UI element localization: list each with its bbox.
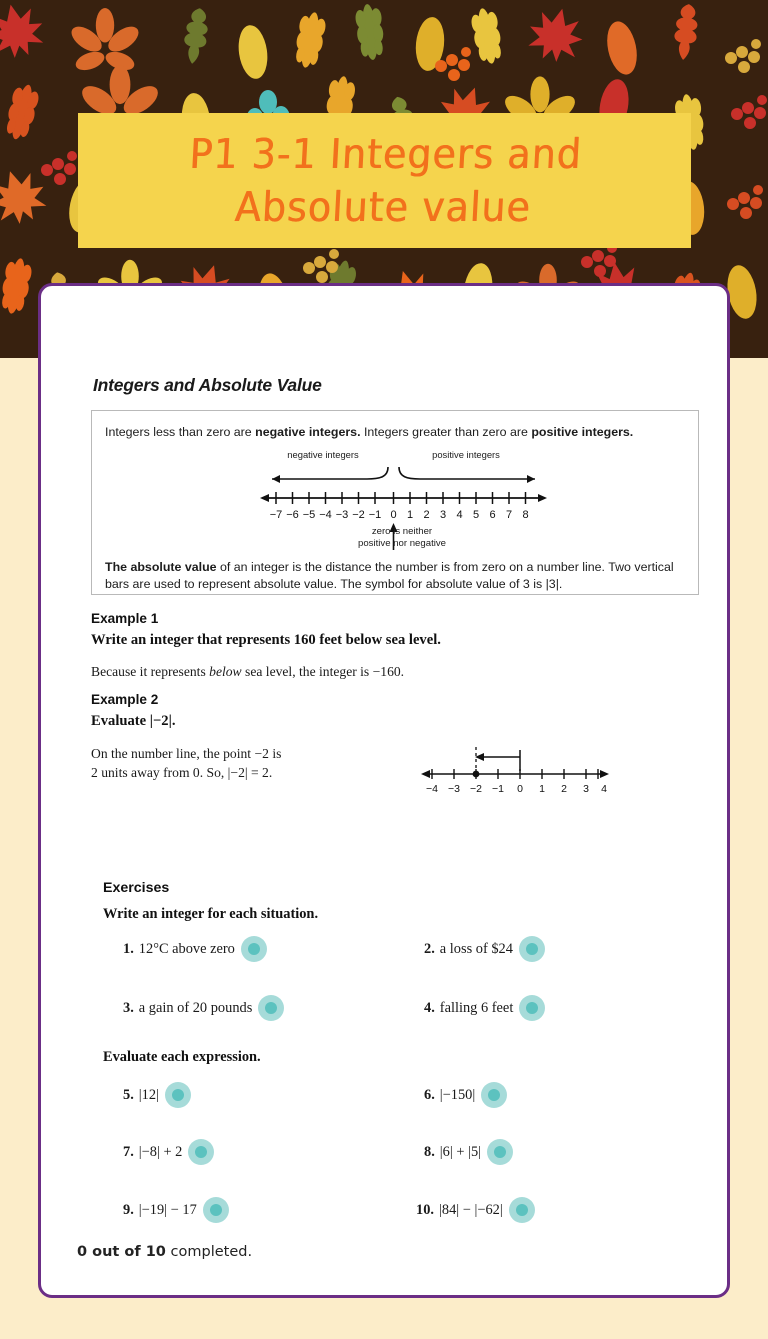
answer-bubble-9[interactable] xyxy=(203,1197,229,1223)
number-line-2-ticks xyxy=(426,783,607,795)
exercise-9-text: |−19| − 17 xyxy=(138,1201,197,1218)
exercise-item-6 xyxy=(424,1082,507,1108)
exercise-10-text: |84| − |−62| xyxy=(439,1201,503,1218)
svg-text:0: 0 xyxy=(517,783,523,795)
svg-text:3: 3 xyxy=(439,509,447,521)
answer-bubble-1[interactable] xyxy=(241,936,267,962)
exercise-6-text: |−150| xyxy=(439,1086,476,1103)
title-banner xyxy=(78,113,691,248)
exercise-item-10 xyxy=(416,1197,535,1223)
definition-top-text xyxy=(105,424,689,441)
worksheet-content xyxy=(41,286,730,1298)
def-top-part-3: positive integers. xyxy=(531,425,634,439)
exercise-item-1 xyxy=(123,936,267,962)
exercise-9-number: 9. xyxy=(123,1201,134,1218)
svg-text:−3: −3 xyxy=(448,783,460,795)
example-2-solution-line-1: On the number line, the point −2 is xyxy=(91,746,282,761)
answer-bubble-7[interactable] xyxy=(188,1139,214,1165)
svg-text:3: 3 xyxy=(583,783,589,795)
svg-text:−1: −1 xyxy=(492,783,504,795)
exercise-5-text: |12| xyxy=(138,1086,159,1103)
exercise-3-number: 3. xyxy=(123,999,134,1016)
svg-text:1: 1 xyxy=(406,509,414,521)
svg-text:4: 4 xyxy=(601,783,607,795)
exercise-10-number: 10. xyxy=(416,1201,434,1218)
exercise-8-number: 8. xyxy=(424,1143,435,1160)
def-bottom-part-1: of an integer is the distance the number is from zero on a number line. Two vertical bars are used to represent absolute value. The symbol for absolute value of 3 is |3|. xyxy=(105,560,674,591)
svg-text:2: 2 xyxy=(561,783,567,795)
exercise-item-2 xyxy=(424,936,545,962)
worksheet-card xyxy=(38,283,730,1298)
progress-count: 0 out of 10 xyxy=(77,1244,166,1260)
definition-bottom-text xyxy=(105,559,689,592)
page-title xyxy=(172,128,598,233)
definition-box xyxy=(91,410,699,595)
worksheet-heading: Integers and Absolute Value xyxy=(93,375,322,395)
exercise-3-text: a gain of 20 pounds xyxy=(138,999,253,1016)
exercise-6-number: 6. xyxy=(424,1086,435,1103)
svg-text:−6: −6 xyxy=(286,509,299,521)
answer-bubble-8[interactable] xyxy=(487,1139,513,1165)
example-1-prompt: Write an integer that represents 160 feet below sea level. xyxy=(91,632,441,648)
example-2-solution-line-2: 2 units away from 0. So, |−2| = 2. xyxy=(91,765,273,781)
svg-text:2: 2 xyxy=(423,509,430,521)
answer-bubble-6[interactable] xyxy=(481,1082,507,1108)
def-top-part-0: Integers less than zero are xyxy=(105,425,256,439)
example-2-prompt: Evaluate |−2|. xyxy=(91,713,176,729)
exercise-item-9 xyxy=(123,1197,229,1223)
exercise-8-text: |6| + |5| xyxy=(439,1143,482,1160)
exercise-2-text: a loss of $24 xyxy=(439,940,513,957)
exercises-directions-1: Write an integer for each situation. xyxy=(103,906,319,922)
svg-text:4: 4 xyxy=(456,509,463,521)
exercise-2-number: 2. xyxy=(424,940,435,957)
def-top-part-2: Integers greater than zero are xyxy=(360,425,532,439)
example-1-solution-post: sea level, the integer is −160. xyxy=(241,664,405,679)
answer-bubble-4[interactable] xyxy=(519,995,545,1021)
answer-bubble-10[interactable] xyxy=(509,1197,535,1223)
example-2-heading: Example 2 xyxy=(91,692,159,707)
svg-text:8: 8 xyxy=(522,509,529,521)
exercise-4-number: 4. xyxy=(424,999,435,1016)
example-1-solution xyxy=(91,662,404,681)
exercises-directions-2: Evaluate each expression. xyxy=(103,1049,261,1065)
exercise-item-8 xyxy=(424,1139,513,1165)
svg-text:−5: −5 xyxy=(302,509,316,521)
def-top-part-1: negative integers. xyxy=(255,425,361,439)
title-line-1: P1 3-1 Integers and xyxy=(188,130,584,178)
exercise-4-text: falling 6 feet xyxy=(439,999,514,1016)
exercise-7-number: 7. xyxy=(123,1143,134,1160)
number-line-example-2 xyxy=(416,743,616,795)
progress-status xyxy=(77,1244,252,1260)
svg-text:−2: −2 xyxy=(352,509,365,521)
svg-text:−7: −7 xyxy=(269,509,283,521)
exercise-item-7 xyxy=(123,1139,214,1165)
negative-integers-label: negative integers xyxy=(287,449,359,460)
exercise-item-3 xyxy=(123,995,284,1021)
zero-note-line-2: positive nor negative xyxy=(358,538,446,550)
answer-bubble-3[interactable] xyxy=(258,995,284,1021)
example-1-solution-emphasis: below xyxy=(209,664,242,679)
progress-label: completed. xyxy=(165,1244,253,1260)
answer-bubble-5[interactable] xyxy=(165,1082,191,1108)
svg-text:1: 1 xyxy=(539,783,545,795)
exercises-heading: Exercises xyxy=(103,880,170,896)
svg-text:−3: −3 xyxy=(335,509,349,521)
exercise-1-text: 12°C above zero xyxy=(138,940,235,957)
svg-text:6: 6 xyxy=(489,509,496,521)
answer-bubble-2[interactable] xyxy=(519,936,545,962)
example-2-solution xyxy=(91,744,281,783)
number-line-ticks xyxy=(270,509,529,521)
svg-text:−4: −4 xyxy=(426,783,438,795)
svg-text:−4: −4 xyxy=(319,509,332,521)
exercise-5-number: 5. xyxy=(123,1086,134,1103)
svg-text:−2: −2 xyxy=(470,783,482,795)
svg-text:−1: −1 xyxy=(368,509,382,521)
exercise-item-5 xyxy=(123,1082,191,1108)
exercise-item-4 xyxy=(424,995,545,1021)
def-bottom-part-0: The absolute value xyxy=(105,560,217,574)
exercise-7-text: |−8| + 2 xyxy=(138,1143,183,1160)
example-1-solution-pre: Because it represents xyxy=(91,664,210,679)
title-line-2: Absolute value xyxy=(233,182,533,231)
zero-note xyxy=(247,526,557,551)
svg-text:5: 5 xyxy=(472,509,480,521)
positive-integers-label: positive integers xyxy=(432,449,500,460)
zero-note-line-1: zero is neither xyxy=(371,526,433,537)
exercise-1-number: 1. xyxy=(123,940,134,957)
svg-text:7: 7 xyxy=(505,509,513,521)
svg-text:0: 0 xyxy=(390,509,397,521)
plotted-point-minus-2 xyxy=(473,771,480,778)
example-1-heading: Example 1 xyxy=(91,611,159,626)
